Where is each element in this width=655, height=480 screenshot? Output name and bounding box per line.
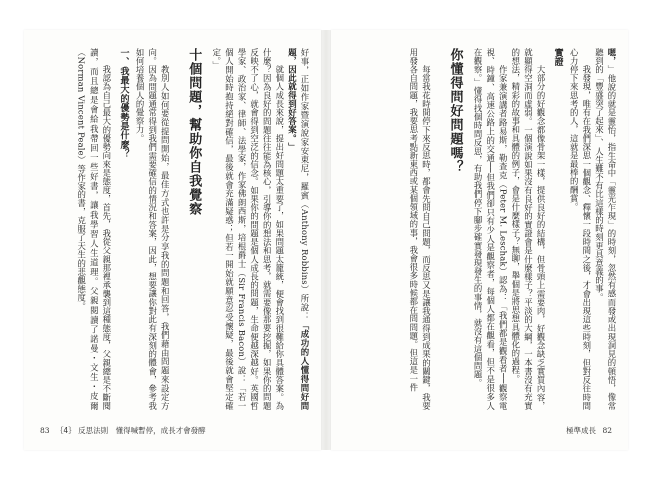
paragraph: 每當我花時間停下來反思時，都會先問自己問題，而反思又是讓我通得到成果的關鍵，我要用發各自問題，我要思考點新東西或某個領域的事，我會很多時候都在問問題。但這是一件 [408, 48, 432, 410]
chapter-title: 反思法則 懂得喊暫停，成長才會發酵 [78, 426, 206, 435]
subsection-heading: 實證 [552, 48, 563, 67]
paragraph: 就個人成長來說，提出好問題太重要了，如果問題太籠統，便會找到很難給你具體答案。為什麼？因為良好的問題往往能為核心，引導你的想法和思考，就需要像那要挖掘，如果你的問題反映不了心，就會得到空泛的信念。如果你的問題是個人成長的問題，生命便越深越好。英國哲學家、政治家、律師、法學家，作家佛朗西斯，培根爵士（Sir Francis Bacon）說：「若一個人開始時抱持絕對確信，最後就會充滿疑惑；但若一開始就願意忍受懷疑，最後就會堅定確定。」 [211, 48, 285, 410]
paragraph [286, 48, 311, 410]
paragraph: 教別人如何要從提問開始，最佳方式也許是分享我的問題和回答，我們藉由問題來設定方向。因為問題通常得到我們需要確信的情況和答案，因此，想要讓你對此有深刻的體會，參考我如何培養個人的覺察力。 [135, 48, 171, 410]
page-footer [566, 425, 616, 436]
paragraph: 我發現，唯有在我們深思一個觀念、釋懷一段時間之後，才會出現這些時刻，但對反往時間心力停下來思考的人，這就是最棒的酬賞。 [569, 48, 592, 410]
section-heading: 你懂得問好問題嗎？ [447, 48, 463, 174]
left-page [24, 30, 321, 450]
page-number: 82 [602, 426, 612, 435]
paragraph: 我認為自己最大的優勢向來是態度，首先，我從父親那裡承襲到這種態度，父親總是不斷閱讀，而且總是會給我帶回一些好書，讓我學習人生道理。父親閱讀了諾曼・文生・皮爾（Norman Vincent Peale）等作家的書，克服了天生的悲觀態度。 [76, 48, 112, 410]
quote-bold: 「成功的人懂得問好問題，因此就得到好答案。」 [287, 48, 310, 410]
paragraph-text: 」他說的就是靈怡，指生命中「靈光乍現」的時刻，忽然有感而發或出現洞見的頓悟，像常聽到的「豐盛突了起來」、人生難不有比這樣的時刻更具意義的事。 [594, 48, 617, 410]
page-footer [36, 425, 206, 436]
paragraph-lead: 嗯， [607, 48, 617, 66]
paragraph: 大部分的好觀念都像骨架一樣，提供良好的結構，但骨頭上需要肉，好觀念缺乏實質內容，就顯得空洞而虛弱。一個演說如果沒有良好的實證會是什麼樣子？平淡的大綱，一本書沒有充實的想法，精彩的故事和具體的例子，會是什麼樣子？無聊，舉個是將思想具體化的過程。 [510, 48, 547, 410]
right-page [331, 30, 628, 450]
section-title: 極準成長 [566, 426, 597, 435]
paragraph-text: 好事，正如作家暨演說家安東尼，羅賓（Anthony Robbins）所說： [300, 48, 310, 321]
book-gutter [321, 30, 331, 450]
page-number: 83 [40, 426, 50, 435]
part-marker: ｛4｝ [55, 426, 76, 435]
paragraph [593, 48, 618, 410]
subsection-heading: 一、我最大的優勢是什麼？ [118, 48, 129, 159]
paragraph: 作家兼演講者路易斯，勒查克（Peter M. Leschak）認為：「我們都是觀看者──觀察電視、時鐘、高速公路上的交通──但我們卻只有少人是觀察者，每個人都在觀看，但不是很多人在觀察。」懂得找個時間反思，有助我們停下腳步確實發現發生的事情，就沒有這個問題。 [473, 48, 509, 410]
section-heading: 十個問題，幫助你自我覺察 [186, 48, 202, 216]
left-page-text [34, 48, 311, 410]
right-page-text [341, 48, 618, 410]
